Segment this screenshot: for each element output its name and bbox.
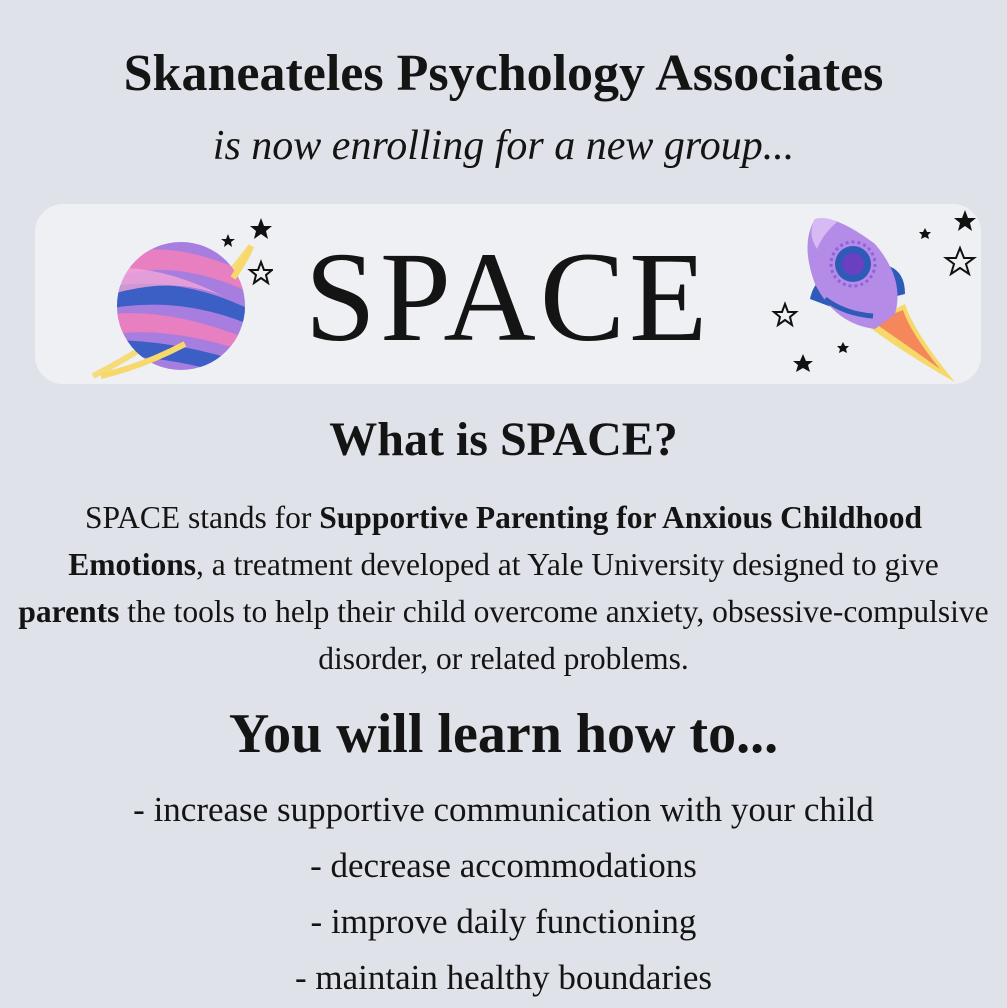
learn-heading: You will learn how to...	[228, 703, 779, 765]
list-item: - maintain healthy boundaries	[295, 958, 712, 997]
description-text-1: SPACE stands for	[85, 500, 320, 535]
org-title: Skaneateles Psychology Associates	[123, 45, 884, 102]
description-text-3: the tools to help their child overcome anxiety, obsessive-compulsive disorder, or related problems.	[119, 594, 989, 676]
description-bold-program-name: Supportive Parenting for Anxious Childhood Emotions	[68, 500, 922, 582]
space-banner	[35, 204, 981, 384]
banner-title: SPACE	[304, 226, 712, 368]
rocket-icon	[755, 204, 985, 389]
list-item: - improve daily functioning	[310, 902, 697, 941]
list-item: - decrease accommodations	[310, 846, 697, 885]
description-bold-parents: parents	[18, 594, 120, 629]
list-item: - increase supportive communication with your child	[133, 790, 874, 829]
description-text-2: , a treatment developed at Yale University designed to give	[196, 547, 939, 582]
enrollment-subtitle: is now enrolling for a new group...	[212, 123, 795, 169]
what-is-space-heading: What is SPACE?	[329, 413, 678, 466]
learn-list	[0, 782, 1007, 1006]
space-description	[18, 494, 989, 682]
